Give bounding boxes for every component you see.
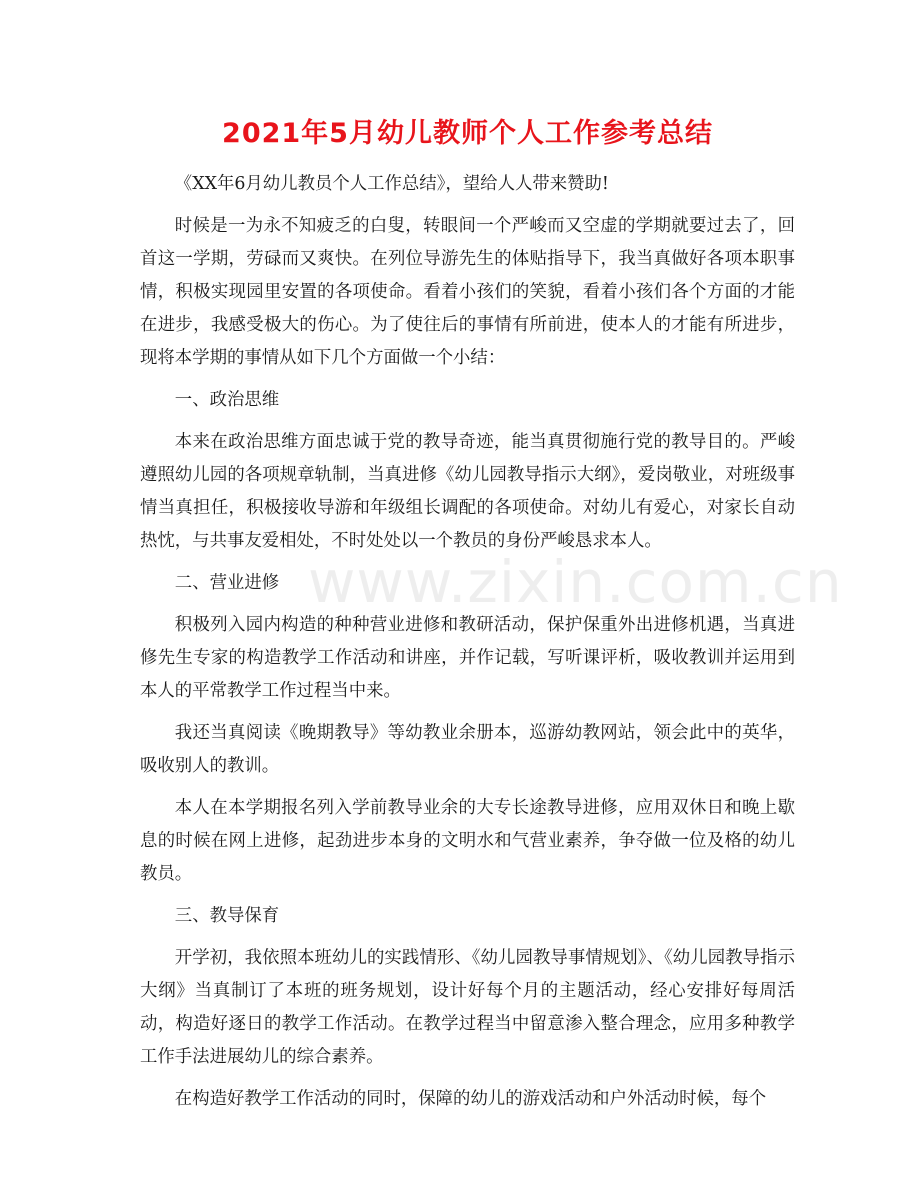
intro-paragraph: 《XX年6月幼儿教员个人工作总结》，望给人人带来赞助! — [174, 174, 609, 194]
section-paragraph: 在构造好教学工作活动的同时，保障的幼儿的游戏活动和户外活动时候，每个 — [174, 1089, 767, 1109]
opening-paragraph: 时候是一为永不知疲乏的白叟，转眼间一个严峻而又空虚的学期就要过去了，回首这一学期，劳碌而又爽快。在列位导游先生的体贴指导下，我当真做好各项本职事情，积极实现园里安置的各项使命。看着小孩们的笑貌，看着小孩们各个方面的才能在进步，我感受极大的伤心。为了使往后的事情有所前进，使本人的才能有所进步，现将本学期的事情从如下几个方面做一个小结： — [140, 216, 795, 368]
section-heading-education: 三、教导保育 — [174, 906, 280, 926]
section-paragraph: 开学初，我依照本班幼儿的实践情形、《幼儿园教导事情规划》、《幼儿园教导指示大纲》当真制订了本班的班务规划，设计好每个月的主题活动，经心安排好每周活动，构造好逐日的教学工作活动。在教学过程当中留意渗入整合理念，应用多种教学工作手法进展幼儿的综合素养。 — [140, 948, 795, 1067]
section-heading-study: 二、营业进修 — [174, 573, 280, 593]
section-heading-politics: 一、政治思维 — [174, 390, 280, 410]
document-title: 2021年5月幼儿教师个人工作参考总结 — [222, 118, 713, 149]
section-paragraph: 本来在政治思维方面忠诚于党的教导奇迹，能当真贯彻施行党的教导目的。严峻遵照幼儿园的各项规章轨制，当真进修《幼儿园教导指示大纲》，爱岗敬业，对班级事情当真担任，积极接收导游和年级组长调配的各项使命。对幼儿有爱心，对家长自动热忱，与共事友爱相处，不时处处以一个教员的身份严峻恳求本人。 — [140, 432, 795, 551]
watermark: www.zixin.com.cn — [308, 548, 843, 616]
section-paragraph: 本人在本学期报名列入学前教导业余的大专长途教导进修，应用双休日和晚上歇息的时候在网上进修，起劲进步本身的文明水和气营业素养，争夺做一位及格的幼儿教员。 — [140, 798, 795, 884]
section-paragraph: 我还当真阅读《晚期教导》等幼教业余册本，巡游幼教网站，领会此中的英华，吸收别人的教训。 — [140, 723, 795, 776]
section-paragraph: 积极列入园内构造的种种营业进修和教研活动，保护保重外出进修机遇，当真进修先生专家的构造教学工作活动和讲座，并作记载，写听课评析，吸收教训并运用到本人的平常教学工作过程当中来。 — [140, 615, 795, 701]
document-page — [140, 112, 795, 1125]
